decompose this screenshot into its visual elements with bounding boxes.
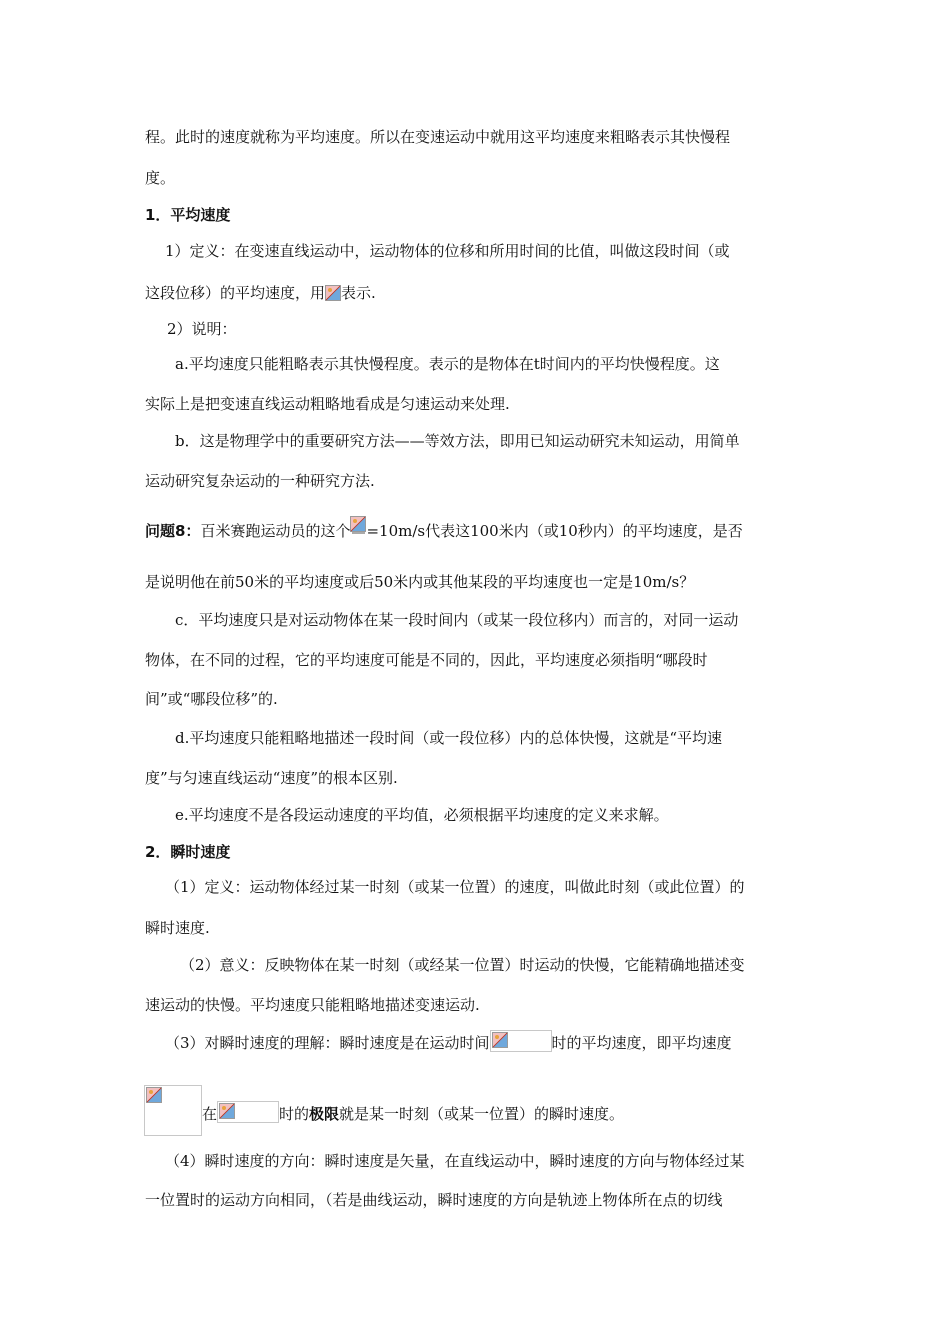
text-line: 度。 (145, 169, 176, 187)
question-8-line (145, 516, 743, 541)
question-label: 问题8： (145, 522, 201, 540)
section-heading-instantaneous-speed: 2．瞬时速度 (145, 843, 231, 861)
text-line: 一位置时的运动方向相同，（若是曲线运动，瞬时速度的方向是轨迹上物体所在点的切线 (145, 1191, 723, 1209)
text-line: （4）瞬时速度的方向：瞬时速度是矢量，在直线运动中，瞬时速度的方向与物体经过某 (165, 1152, 745, 1170)
average-speed-formula-image-icon (144, 1085, 202, 1136)
v-bar-formula-image-icon (350, 516, 366, 534)
text-line: 实际上是把变速直线运动粗略地看成是匀速运动来处理. (145, 395, 510, 413)
section-heading-average-speed: 1．平均速度 (145, 206, 231, 224)
text-line: 1）定义：在变速直线运动中，运动物体的位移和所用时间的比值，叫做这段时间（或 (165, 242, 730, 260)
text-line: 运动研究复杂运动的一种研究方法. (145, 472, 375, 490)
text-segment: =10m/s代表这100米内（或10秒内）的平均速度，是否 (366, 522, 743, 540)
text-segment: 时的平均速度，即平均速度 (551, 1034, 732, 1052)
text-line: 间”或“哪段位移”的. (145, 690, 278, 708)
v-bar-formula-image-icon (325, 285, 341, 301)
text-line: 程。此时的速度就称为平均速度。所以在变速运动中就用这平均速度来粗略表示其快慢程 (145, 128, 731, 146)
delta-t-limit-image-icon (217, 1101, 279, 1123)
text-line: 速运动的快慢。平均速度只能粗略地描述变速运动. (145, 996, 480, 1014)
text-segment: （3）对瞬时速度的理解：瞬时速度是在运动时间 (165, 1034, 490, 1052)
text-line-with-image (202, 1101, 624, 1124)
text-segment: 表示. (341, 284, 376, 302)
text-line: 瞬时速度. (145, 919, 210, 937)
text-line: 物体，在不同的过程，它的平均速度可能是不同的，因此，平均速度必须指明“哪段时 (145, 651, 708, 669)
delta-t-formula-image-icon (490, 1030, 552, 1052)
text-line: 是说明他在前50米的平均速度或后50米内或其他某段的平均速度也一定是10m/s？ (145, 573, 695, 591)
text-line: e.平均速度不是各段运动速度的平均值，必须根据平均速度的定义来求解。 (175, 806, 669, 824)
text-line-with-image (165, 1030, 732, 1053)
text-line: 度”与匀速直线运动“速度”的根本区别. (145, 769, 398, 787)
text-line: b．这是物理学中的重要研究方法——等效方法，即用已知运动研究未知运动，用简单 (175, 432, 740, 450)
text-line: c．平均速度只是对运动物体在某一段时间内（或某一段位移内）而言的，对同一运动 (175, 611, 739, 629)
text-segment: 这段位移）的平均速度，用 (145, 284, 326, 302)
text-segment: 百米赛跑运动员的这个 (200, 522, 351, 540)
text-line: （1）定义：运动物体经过某一时刻（或某一位置）的速度，叫做此时刻（或此位置）的 (165, 878, 745, 896)
text-segment: 时的 (279, 1105, 310, 1123)
text-line-with-image (145, 283, 376, 303)
text-segment: 在 (202, 1105, 218, 1123)
text-line: d.平均速度只能粗略地描述一段时间（或一段位移）内的总体快慢，这就是“平均速 (175, 729, 723, 747)
text-segment: 就是某一时刻（或某一位置）的瞬时速度。 (339, 1105, 625, 1123)
text-line: 2）说明： (167, 320, 237, 338)
text-line: a.平均速度只能粗略表示其快慢程度。表示的是物体在t时间内的平均快慢程度。这 (175, 355, 720, 373)
text-line: （2）意义：反映物体在某一时刻（或经某一位置）时运动的快慢，它能精确地描述变 (180, 956, 745, 974)
emphasis-limit: 极限 (309, 1105, 340, 1123)
